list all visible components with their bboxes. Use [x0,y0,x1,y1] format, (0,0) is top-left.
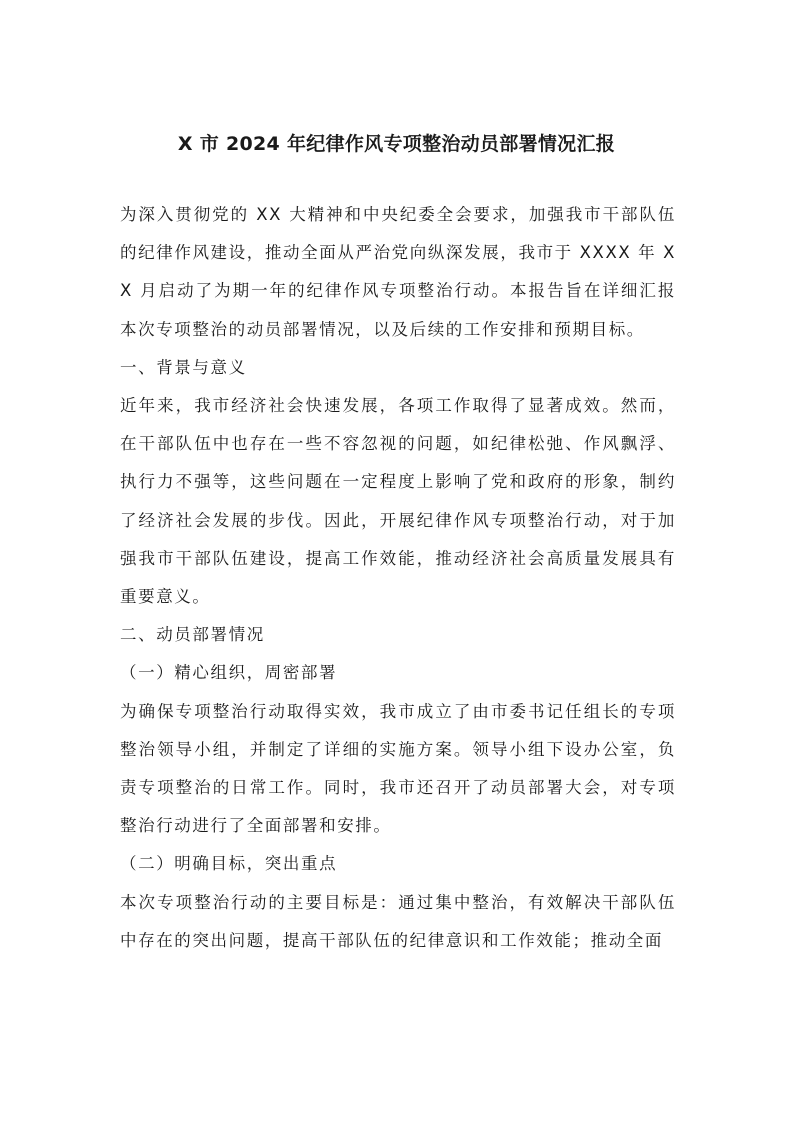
organization-paragraph: 为确保专项整治行动取得实效，我市成立了由市委书记任组长的专项整治领导小组，并制定了详细的实施方案。领导小组下设办公室，负责专项整治的日常工作。同时，我市还召开了动员部署大会，对专项整治行动进行了全面部署和安排。 [120,701,676,836]
document-body [120,196,676,960]
background-paragraph: 近年来，我市经济社会快速发展，各项工作取得了显著成效。然而，在干部队伍中也存在一些不容忽视的问题，如纪律松弛、作风飘浮、执行力不强等，这些问题在一定程度上影响了党和政府的形象，制约了经济社会发展的步伐。因此，开展纪律作风专项整治行动，对于加强我市干部队伍建设，提高工作效能，推动经济社会高质量发展具有重要意义。 [120,396,676,607]
subheading-organization: （一）精心组织，周密部署 [120,663,338,683]
goals-paragraph: 本次专项整治行动的主要目标是：通过集中整治，有效解决干部队伍中存在的突出问题，提高干部队伍的纪律意识和工作效能；推动全面 [120,892,676,950]
document-title: X 市 2024 年纪律作风专项整治动员部署情况汇报 [177,133,616,155]
section-heading-deployment: 二、动员部署情况 [120,625,265,645]
intro-paragraph: 为深入贯彻党的 XX 大精神和中央纪委全会要求，加强我市干部队伍的纪律作风建设，推动全面从严治党向纵深发展，我市于 XXXX 年 XX 月启动了为期一年的纪律作风专项整治行动。本报告旨在详细汇报本次专项整治的动员部署情况，以及后续的工作安排和预期目标。 [120,205,676,339]
subheading-goals: （二）明确目标，突出重点 [120,854,338,874]
section-heading-background: 一、背景与意义 [120,357,247,377]
